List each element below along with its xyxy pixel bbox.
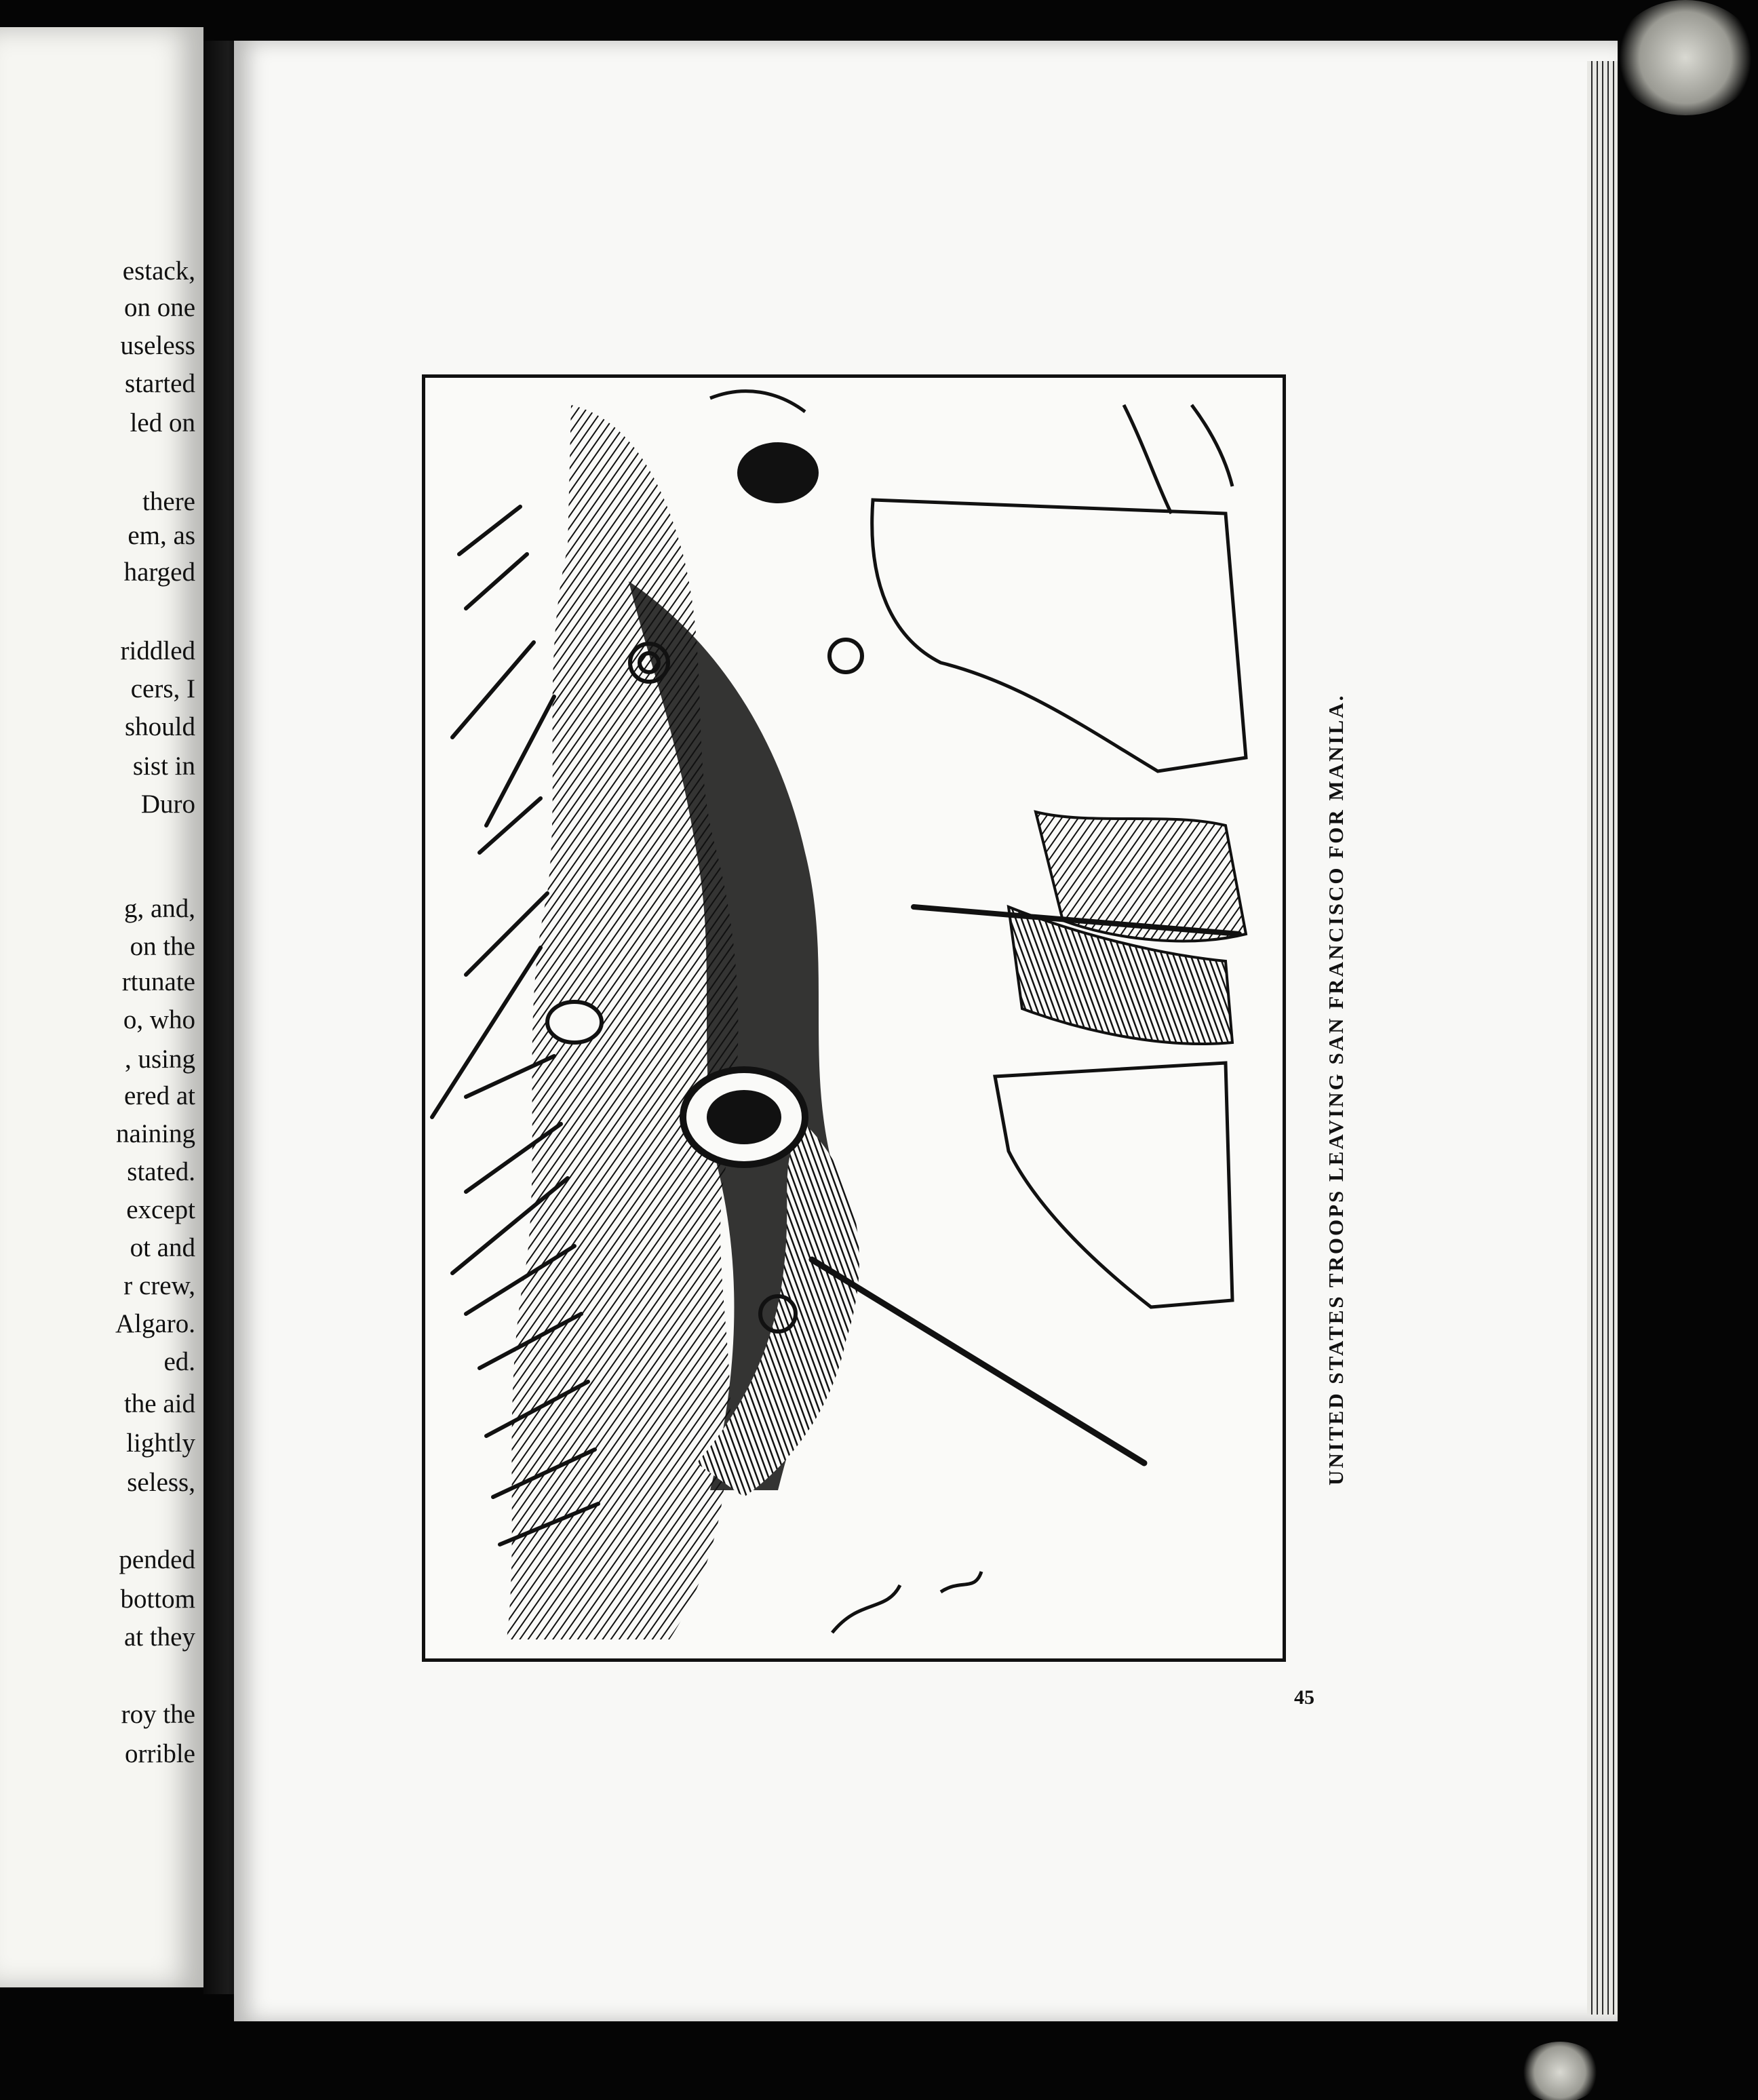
left-page-line: rtunate xyxy=(121,967,195,996)
page-edges xyxy=(1587,61,1618,2015)
left-page-line: seless, xyxy=(127,1468,195,1497)
illustration-caption: UNITED STATES TROOPS LEAVING SAN FRANCISCO FOR MANILA. xyxy=(1324,693,1348,1485)
left-page xyxy=(0,27,203,1987)
left-page-line: Algaro. xyxy=(115,1309,195,1338)
troops-illustration xyxy=(425,378,1283,1658)
left-page-line: started xyxy=(125,369,195,398)
left-page-line: at they xyxy=(123,1622,195,1652)
left-page-line: orrible xyxy=(125,1739,195,1768)
left-page-line: on one xyxy=(123,293,195,322)
troop-column xyxy=(507,405,738,1639)
officer-figure xyxy=(872,500,1246,771)
left-page-line: ot and xyxy=(130,1233,195,1262)
left-page-line: ed. xyxy=(163,1347,195,1376)
left-page-line: Duro xyxy=(140,790,195,819)
left-page-line: the aid xyxy=(123,1389,195,1418)
left-page-line: riddled xyxy=(120,636,195,665)
left-page-line: sist in xyxy=(132,752,195,781)
film-blemish xyxy=(1614,0,1757,115)
left-page-line: ered at xyxy=(123,1081,195,1110)
left-page-line: lightly xyxy=(126,1428,195,1458)
officer-figure-2 xyxy=(995,1063,1232,1307)
left-page-line: g, and, xyxy=(123,894,195,923)
film-blemish xyxy=(1519,2042,1601,2100)
left-page-line: useless xyxy=(120,331,195,360)
left-page-text xyxy=(0,27,203,1987)
left-page-line: em, as xyxy=(128,521,195,550)
left-page-line: estack, xyxy=(122,256,195,286)
left-page-line: should xyxy=(124,712,195,741)
illustration-plate xyxy=(422,374,1286,1662)
page-number: 45 xyxy=(1294,1686,1314,1709)
left-page-line: on the xyxy=(130,932,195,961)
left-page-line: cers, I xyxy=(130,674,195,703)
left-page-line: stated. xyxy=(127,1157,195,1186)
left-page-line: there xyxy=(142,487,195,516)
left-page-line: r crew, xyxy=(123,1271,195,1300)
left-page-line: roy the xyxy=(121,1700,195,1729)
left-page-line: bottom xyxy=(120,1584,195,1614)
left-page-line: o, who xyxy=(123,1005,195,1034)
left-page-line: harged xyxy=(123,558,195,587)
left-page-line: led on xyxy=(130,408,195,438)
left-page-line: , using xyxy=(124,1045,195,1074)
left-page-line: except xyxy=(126,1195,195,1224)
left-page-line: naining xyxy=(116,1119,195,1148)
left-page-line: pended xyxy=(119,1545,195,1574)
